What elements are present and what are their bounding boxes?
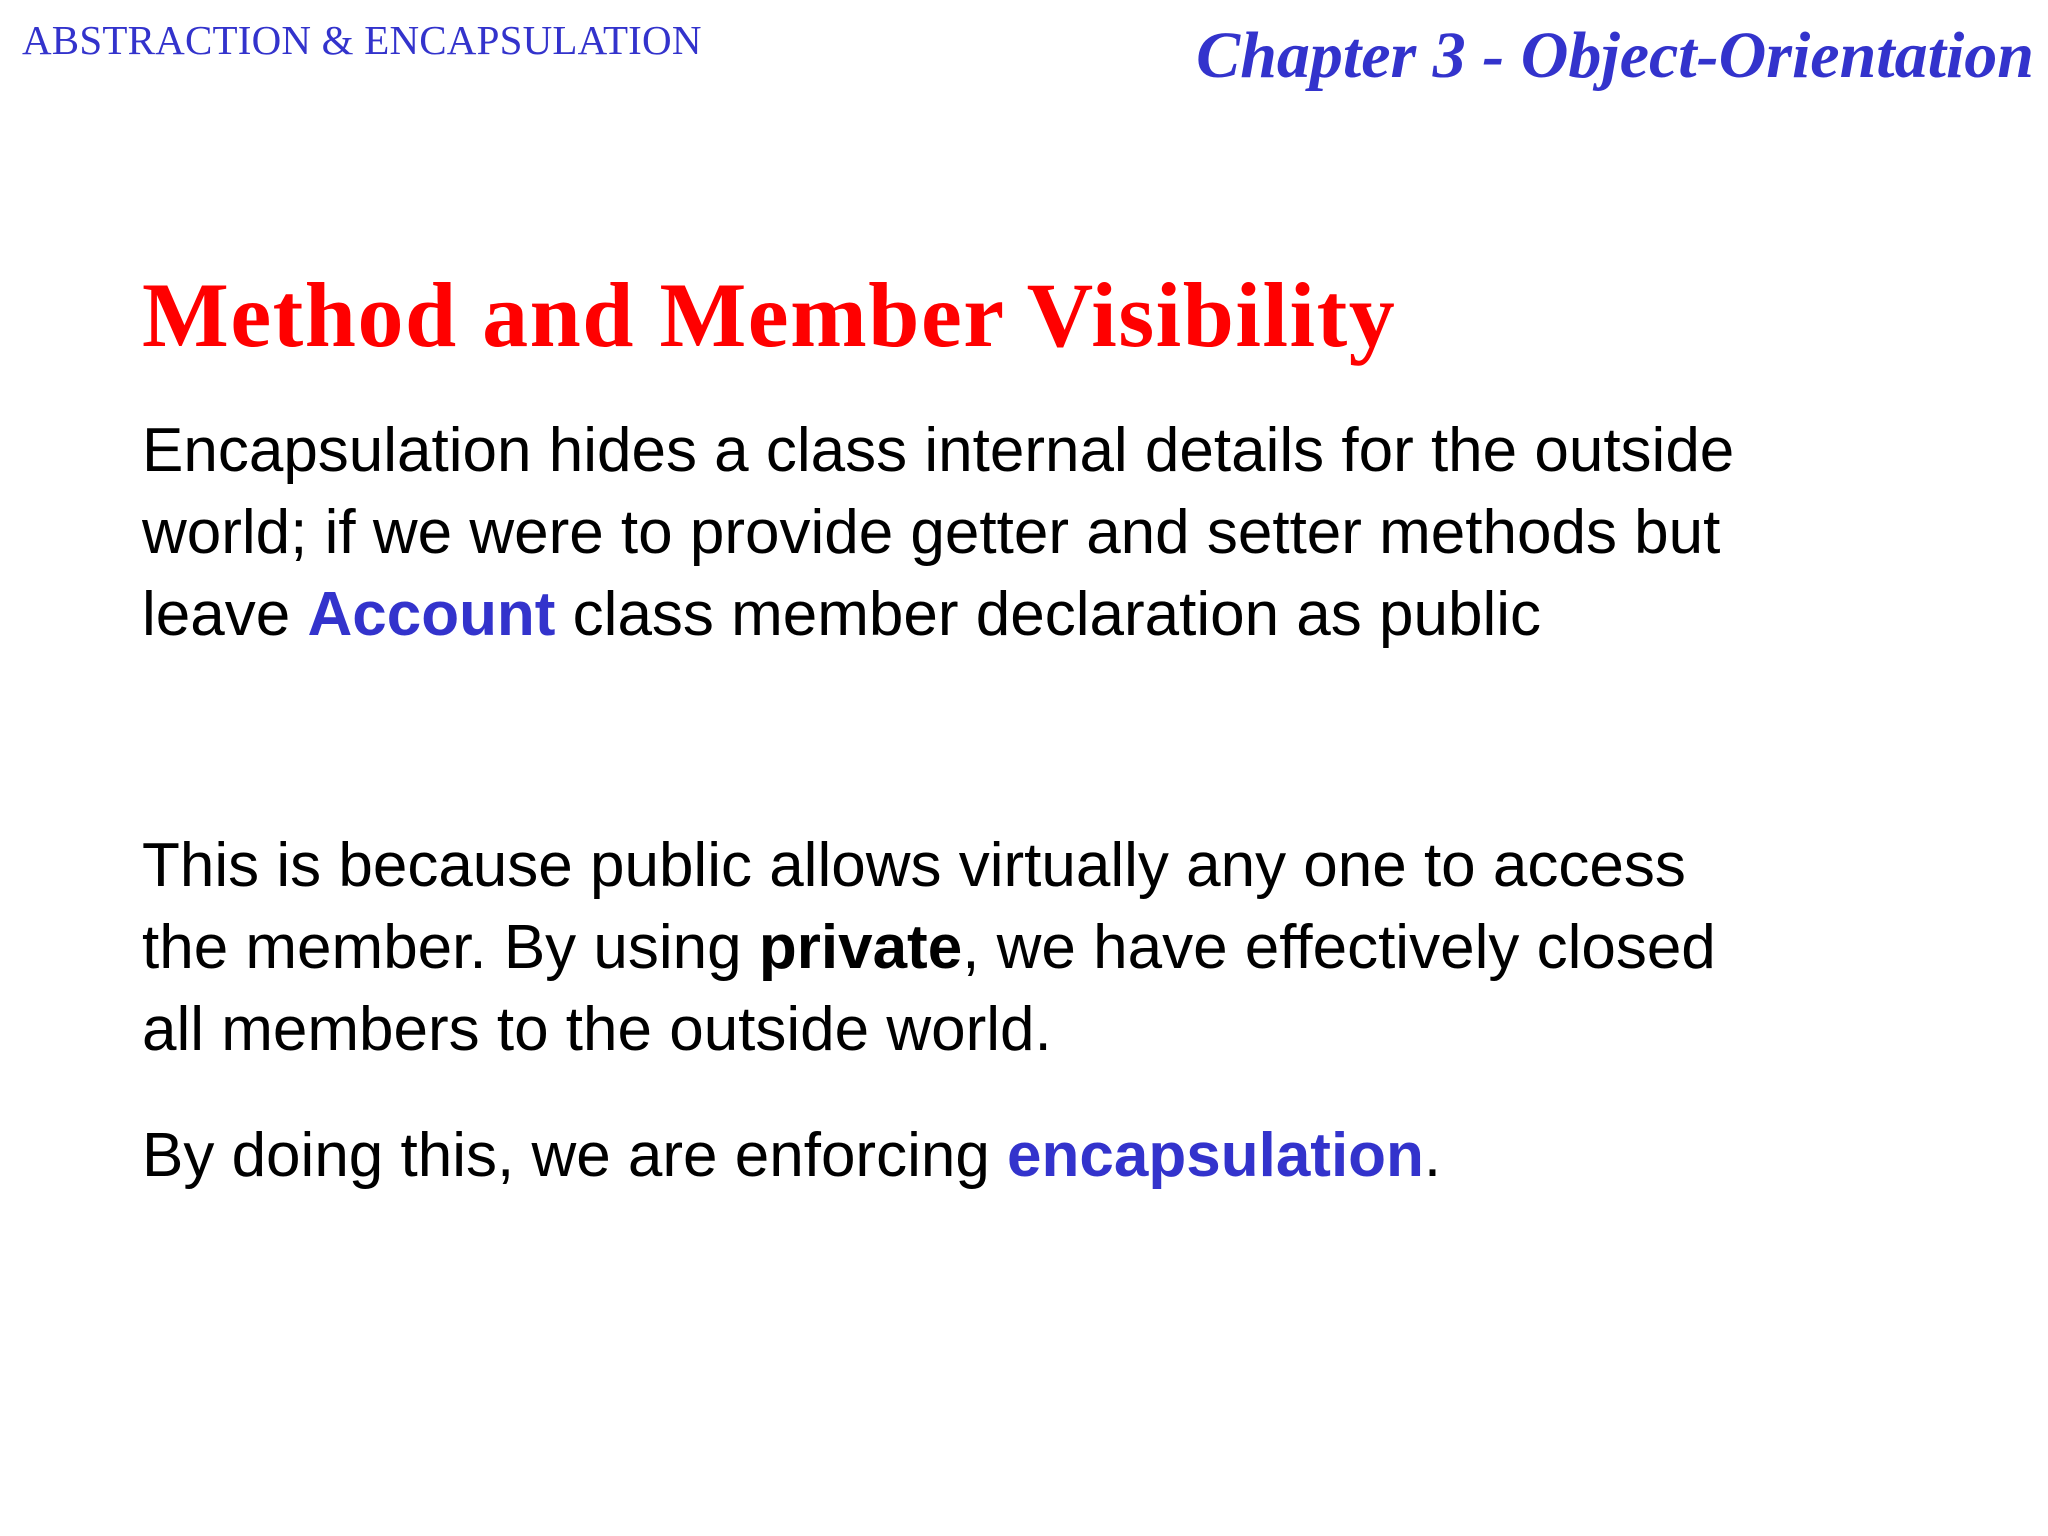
section-label: ABSTRACTION & ENCAPSULATION <box>22 17 702 63</box>
paragraph-line: world; if we were to provide getter and setter methods but <box>142 498 1721 567</box>
paragraph-enforcing-encapsulation <box>142 1115 1962 1197</box>
keyword-encapsulation: encapsulation <box>1007 1121 1424 1190</box>
paragraph-encapsulation-intro <box>142 410 1962 656</box>
text-segment: By doing this, we are enforcing <box>142 1121 1008 1190</box>
paragraph-line: This is because public allows virtually any one to access <box>142 831 1686 900</box>
paragraph-public-private <box>142 825 1962 1071</box>
text-segment: class member declaration as public <box>555 580 1542 649</box>
slide-title: Method and Member Visibility <box>142 264 1397 366</box>
keyword-private: private <box>758 913 963 982</box>
paragraph-line: all members to the outside world. <box>142 995 1052 1064</box>
paragraph-line <box>142 907 1962 989</box>
paragraph-line <box>142 1115 1962 1197</box>
text-segment: . <box>1423 1121 1442 1190</box>
chapter-label: Chapter 3 - Object-Orientation <box>1196 19 2034 92</box>
text-segment: , we have effectively closed <box>962 913 1716 982</box>
paragraph-line: Encapsulation hides a class internal details for the outside <box>142 416 1735 485</box>
paragraph-line <box>142 574 1962 656</box>
text-segment: the member. By using <box>142 913 759 982</box>
text-segment: leave <box>142 580 308 649</box>
keyword-account: Account <box>307 580 556 649</box>
